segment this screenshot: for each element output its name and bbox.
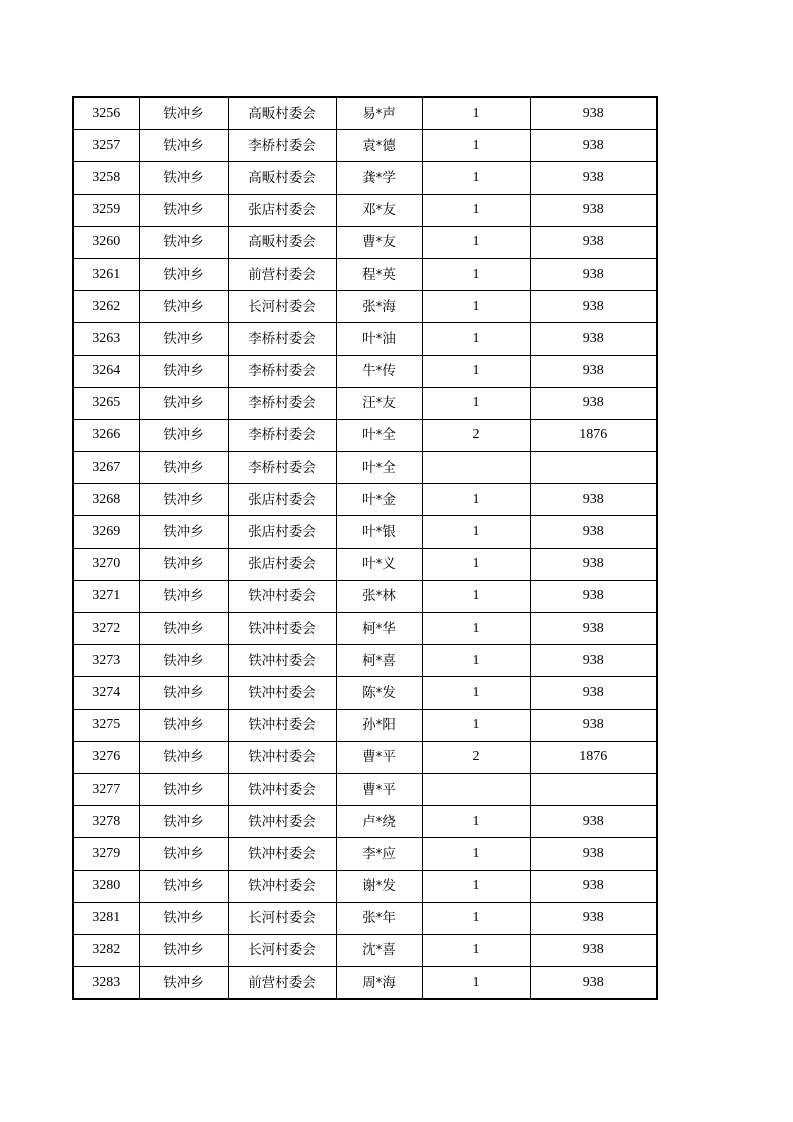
table-row: [73, 258, 657, 290]
cell-count: 1: [422, 613, 530, 645]
cell-township: 铁冲乡: [139, 355, 228, 387]
table-row: [73, 387, 657, 419]
cell-id: 3267: [73, 452, 139, 484]
cell-village: 长河村委会: [228, 291, 336, 323]
cell-township: 铁冲乡: [139, 806, 228, 838]
cell-id: 3283: [73, 967, 139, 1000]
cell-id: 3257: [73, 130, 139, 162]
cell-name: 李*应: [336, 838, 422, 870]
cell-village: 李桥村委会: [228, 323, 336, 355]
cell-village: 高畈村委会: [228, 226, 336, 258]
cell-id: 3271: [73, 580, 139, 612]
cell-township: 铁冲乡: [139, 387, 228, 419]
cell-id: 3265: [73, 387, 139, 419]
cell-count: 1: [422, 162, 530, 194]
cell-count: 1: [422, 838, 530, 870]
cell-amount: 938: [530, 645, 657, 677]
cell-id: 3256: [73, 97, 139, 130]
cell-amount: 938: [530, 291, 657, 323]
cell-amount: 938: [530, 484, 657, 516]
table-row: [73, 773, 657, 805]
table-row: [73, 355, 657, 387]
cell-village: 铁冲村委会: [228, 613, 336, 645]
cell-count: 1: [422, 902, 530, 934]
cell-count: 1: [422, 967, 530, 1000]
cell-count: 1: [422, 258, 530, 290]
cell-village: 铁冲村委会: [228, 709, 336, 741]
cell-amount: 938: [530, 934, 657, 966]
cell-village: 李桥村委会: [228, 387, 336, 419]
cell-village: 铁冲村委会: [228, 773, 336, 805]
cell-name: 卢*绕: [336, 806, 422, 838]
cell-count: 1: [422, 645, 530, 677]
cell-name: 张*年: [336, 902, 422, 934]
table-row: [73, 838, 657, 870]
cell-village: 李桥村委会: [228, 452, 336, 484]
cell-amount: 938: [530, 838, 657, 870]
cell-village: 李桥村委会: [228, 355, 336, 387]
cell-village: 张店村委会: [228, 548, 336, 580]
cell-name: 柯*华: [336, 613, 422, 645]
table-body: [73, 97, 657, 999]
cell-id: 3276: [73, 741, 139, 773]
cell-id: 3269: [73, 516, 139, 548]
cell-township: 铁冲乡: [139, 130, 228, 162]
cell-id: 3263: [73, 323, 139, 355]
cell-township: 铁冲乡: [139, 258, 228, 290]
cell-id: 3274: [73, 677, 139, 709]
cell-village: 张店村委会: [228, 484, 336, 516]
table-row: [73, 452, 657, 484]
cell-amount: 938: [530, 97, 657, 130]
cell-name: 张*林: [336, 580, 422, 612]
table-row: [73, 226, 657, 258]
cell-name: 叶*油: [336, 323, 422, 355]
table-row: [73, 484, 657, 516]
cell-township: 铁冲乡: [139, 97, 228, 130]
cell-name: 周*海: [336, 967, 422, 1000]
table-row: [73, 548, 657, 580]
cell-village: 铁冲村委会: [228, 645, 336, 677]
cell-amount: 938: [530, 258, 657, 290]
cell-amount: 938: [530, 902, 657, 934]
cell-id: 3261: [73, 258, 139, 290]
table-row: [73, 291, 657, 323]
cell-name: 龚*学: [336, 162, 422, 194]
cell-name: 叶*义: [336, 548, 422, 580]
cell-count: 1: [422, 934, 530, 966]
cell-name: 柯*喜: [336, 645, 422, 677]
cell-id: 3266: [73, 419, 139, 451]
cell-name: 曹*友: [336, 226, 422, 258]
cell-village: 李桥村委会: [228, 130, 336, 162]
cell-amount: 938: [530, 194, 657, 226]
table-row: [73, 709, 657, 741]
cell-name: 叶*银: [336, 516, 422, 548]
cell-name: 曹*平: [336, 741, 422, 773]
cell-amount: 938: [530, 677, 657, 709]
cell-id: 3279: [73, 838, 139, 870]
cell-amount: 938: [530, 355, 657, 387]
cell-amount: 938: [530, 613, 657, 645]
cell-count: 1: [422, 130, 530, 162]
cell-name: 叶*全: [336, 419, 422, 451]
cell-village: 高畈村委会: [228, 162, 336, 194]
cell-amount: 938: [530, 967, 657, 1000]
table-row: [73, 130, 657, 162]
cell-id: 3268: [73, 484, 139, 516]
cell-village: 张店村委会: [228, 194, 336, 226]
cell-township: 铁冲乡: [139, 580, 228, 612]
cell-amount: 938: [530, 516, 657, 548]
table-row: [73, 741, 657, 773]
cell-township: 铁冲乡: [139, 291, 228, 323]
table-row: [73, 677, 657, 709]
cell-name: 张*海: [336, 291, 422, 323]
cell-village: 铁冲村委会: [228, 741, 336, 773]
cell-township: 铁冲乡: [139, 452, 228, 484]
cell-count: 1: [422, 484, 530, 516]
cell-count: 1: [422, 355, 530, 387]
cell-village: 铁冲村委会: [228, 677, 336, 709]
cell-village: 铁冲村委会: [228, 870, 336, 902]
cell-amount: 1876: [530, 419, 657, 451]
data-table: [72, 96, 658, 1000]
table-row: [73, 870, 657, 902]
cell-village: 铁冲村委会: [228, 838, 336, 870]
cell-village: 高畈村委会: [228, 97, 336, 130]
cell-amount: 938: [530, 580, 657, 612]
cell-township: 铁冲乡: [139, 838, 228, 870]
cell-id: 3281: [73, 902, 139, 934]
cell-count: 1: [422, 870, 530, 902]
cell-id: 3278: [73, 806, 139, 838]
table-row: [73, 194, 657, 226]
cell-name: 程*英: [336, 258, 422, 290]
cell-township: 铁冲乡: [139, 484, 228, 516]
table-row: [73, 934, 657, 966]
cell-amount: 938: [530, 548, 657, 580]
cell-id: 3264: [73, 355, 139, 387]
cell-count: 1: [422, 194, 530, 226]
cell-village: 前营村委会: [228, 967, 336, 1000]
table-row: [73, 580, 657, 612]
cell-count: 1: [422, 97, 530, 130]
cell-count: 2: [422, 419, 530, 451]
cell-name: 叶*金: [336, 484, 422, 516]
cell-amount: 938: [530, 323, 657, 355]
cell-village: 前营村委会: [228, 258, 336, 290]
cell-id: 3258: [73, 162, 139, 194]
cell-id: 3282: [73, 934, 139, 966]
table-row: [73, 162, 657, 194]
cell-amount: 1876: [530, 741, 657, 773]
cell-township: 铁冲乡: [139, 419, 228, 451]
cell-township: 铁冲乡: [139, 902, 228, 934]
cell-count: 1: [422, 806, 530, 838]
cell-name: 汪*友: [336, 387, 422, 419]
cell-township: 铁冲乡: [139, 677, 228, 709]
cell-village: 张店村委会: [228, 516, 336, 548]
cell-township: 铁冲乡: [139, 613, 228, 645]
cell-township: 铁冲乡: [139, 226, 228, 258]
cell-count: 1: [422, 548, 530, 580]
cell-id: 3262: [73, 291, 139, 323]
table-row: [73, 323, 657, 355]
cell-township: 铁冲乡: [139, 773, 228, 805]
cell-amount: 938: [530, 130, 657, 162]
cell-township: 铁冲乡: [139, 162, 228, 194]
cell-township: 铁冲乡: [139, 645, 228, 677]
cell-village: 长河村委会: [228, 934, 336, 966]
cell-count: [422, 452, 530, 484]
cell-amount: 938: [530, 709, 657, 741]
cell-count: 1: [422, 291, 530, 323]
table-row: [73, 516, 657, 548]
table-row: [73, 613, 657, 645]
cell-township: 铁冲乡: [139, 548, 228, 580]
cell-id: 3260: [73, 226, 139, 258]
cell-name: 陈*发: [336, 677, 422, 709]
cell-id: 3272: [73, 613, 139, 645]
cell-name: 袁*德: [336, 130, 422, 162]
table-row: [73, 967, 657, 1000]
cell-name: 牛*传: [336, 355, 422, 387]
cell-village: 铁冲村委会: [228, 806, 336, 838]
cell-count: 1: [422, 709, 530, 741]
cell-name: 沈*喜: [336, 934, 422, 966]
table-row: [73, 419, 657, 451]
cell-amount: 938: [530, 226, 657, 258]
cell-amount: 938: [530, 387, 657, 419]
cell-count: 1: [422, 323, 530, 355]
cell-count: 1: [422, 677, 530, 709]
cell-id: 3259: [73, 194, 139, 226]
cell-id: 3277: [73, 773, 139, 805]
cell-village: 铁冲村委会: [228, 580, 336, 612]
cell-name: 邓*友: [336, 194, 422, 226]
cell-amount: [530, 452, 657, 484]
cell-name: 叶*全: [336, 452, 422, 484]
cell-township: 铁冲乡: [139, 516, 228, 548]
cell-township: 铁冲乡: [139, 934, 228, 966]
cell-village: 长河村委会: [228, 902, 336, 934]
cell-amount: 938: [530, 806, 657, 838]
cell-name: 谢*发: [336, 870, 422, 902]
cell-count: 1: [422, 516, 530, 548]
table-row: [73, 645, 657, 677]
cell-id: 3273: [73, 645, 139, 677]
cell-name: 曹*平: [336, 773, 422, 805]
table-row: [73, 97, 657, 130]
cell-township: 铁冲乡: [139, 194, 228, 226]
cell-township: 铁冲乡: [139, 967, 228, 1000]
cell-id: 3280: [73, 870, 139, 902]
cell-count: 1: [422, 580, 530, 612]
cell-township: 铁冲乡: [139, 323, 228, 355]
cell-name: 孙*阳: [336, 709, 422, 741]
table-row: [73, 902, 657, 934]
cell-id: 3270: [73, 548, 139, 580]
cell-id: 3275: [73, 709, 139, 741]
cell-count: 1: [422, 387, 530, 419]
cell-village: 李桥村委会: [228, 419, 336, 451]
cell-amount: 938: [530, 162, 657, 194]
table-row: [73, 806, 657, 838]
cell-count: 1: [422, 226, 530, 258]
cell-township: 铁冲乡: [139, 709, 228, 741]
cell-amount: [530, 773, 657, 805]
cell-township: 铁冲乡: [139, 741, 228, 773]
cell-township: 铁冲乡: [139, 870, 228, 902]
cell-count: 2: [422, 741, 530, 773]
cell-count: [422, 773, 530, 805]
cell-name: 易*声: [336, 97, 422, 130]
cell-amount: 938: [530, 870, 657, 902]
